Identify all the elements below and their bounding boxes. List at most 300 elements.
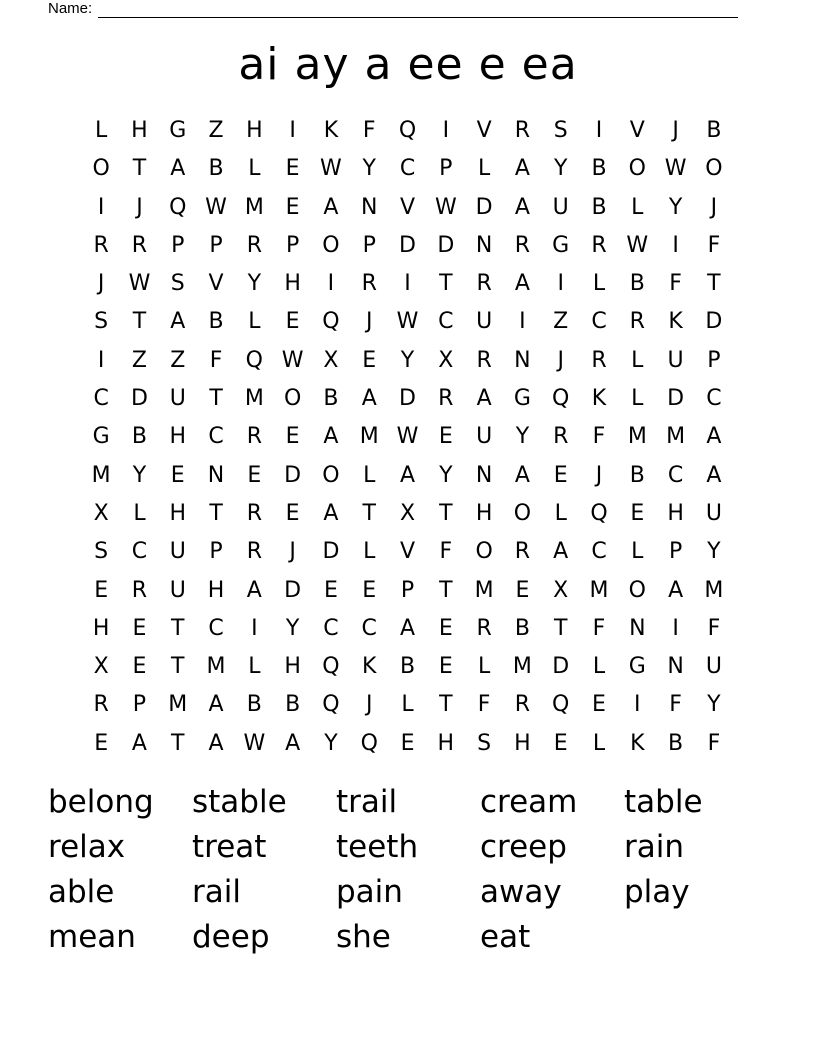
grid-letter: R (246, 424, 262, 450)
grid-letter: N (514, 347, 531, 373)
grid-letter: W (396, 424, 419, 450)
grid-letter: A (706, 462, 722, 488)
grid-letter: M (244, 194, 264, 220)
grid-letter: V (629, 118, 645, 143)
word-list-item: she (336, 919, 391, 955)
grid-letter: F (592, 615, 606, 641)
grid-letter: A (514, 156, 530, 182)
word-list-item: rail (192, 874, 241, 910)
grid-letter: K (668, 309, 683, 335)
grid-letter: I (251, 615, 258, 641)
grid-letter: N (207, 462, 225, 488)
grid-letter: H (667, 500, 684, 526)
grid-letter: X (553, 577, 569, 603)
grid-letter: Y (439, 462, 453, 488)
word-list-item: creep (480, 829, 567, 865)
word-list-item: able (48, 874, 115, 910)
grid-letter: S (170, 271, 185, 297)
grid-letter: O (705, 156, 723, 182)
grid-letter: B (208, 156, 224, 182)
grid-letter: T (439, 271, 453, 297)
grid-letter: J (557, 347, 564, 373)
grid-letter: N (360, 194, 378, 220)
grid-letter: E (323, 577, 338, 603)
word-list-item: table (624, 784, 703, 820)
grid-letter: F (592, 424, 606, 450)
grid-letter: K (362, 654, 377, 680)
grid-letter: E (132, 654, 147, 680)
name-label: Name: (48, 0, 93, 17)
name-underline[interactable] (98, 3, 738, 18)
grid-letter: P (400, 577, 415, 603)
word-list-item: belong (48, 784, 154, 820)
grid-letter: H (284, 654, 301, 680)
grid-letter: G (552, 232, 570, 258)
grid-letter: F (669, 271, 682, 297)
grid-letter: V (399, 194, 416, 220)
grid-letter: V (208, 271, 224, 297)
grid-letter: S (94, 309, 109, 335)
grid-letter: D (667, 386, 685, 412)
grid-letter: C (591, 309, 607, 335)
grid-letter: Y (247, 271, 262, 297)
grid-letter: U (667, 347, 684, 373)
grid-letter: L (401, 692, 414, 718)
grid-letter: J (365, 692, 373, 718)
grid-letter: U (169, 539, 186, 565)
word-list-item: eat (480, 919, 531, 955)
grid-letter: A (399, 462, 416, 488)
grid-letter: L (363, 539, 376, 565)
grid-letter: F (362, 118, 376, 143)
grid-letter: E (132, 615, 147, 641)
grid-letter: G (92, 424, 110, 450)
grid-letter: E (438, 654, 453, 680)
grid-letter: R (514, 118, 531, 143)
grid-letter: R (246, 232, 262, 258)
grid-letter: T (553, 615, 568, 641)
grid-letter: X (93, 654, 109, 680)
grid-letter: Y (132, 462, 147, 488)
grid-letter: C (667, 462, 684, 488)
grid-letter: M (666, 424, 686, 450)
letter-grid (82, 112, 733, 763)
grid-letter: X (93, 500, 109, 526)
grid-letter: G (628, 654, 646, 680)
word-list-item: cream (480, 784, 578, 820)
grid-letter: C (399, 156, 416, 182)
grid-letter: O (322, 462, 340, 488)
grid-letter: D (130, 386, 148, 412)
grid-letter: A (208, 692, 224, 718)
grid-letter: R (476, 271, 492, 297)
grid-letter: R (514, 539, 531, 565)
word-list-item: stable (192, 784, 287, 820)
page-title: ai ay a ee e ea (238, 39, 578, 90)
grid-letter: R (361, 271, 377, 297)
grid-letter: I (672, 232, 679, 258)
grid-letter: H (169, 424, 187, 450)
grid-letter: Q (398, 118, 417, 143)
grid-letter: J (672, 118, 679, 143)
grid-letter: Q (322, 309, 340, 335)
grid-letter: N (667, 654, 684, 680)
grid-letter: E (94, 577, 109, 603)
grid-letter: U (169, 386, 186, 412)
grid-letter: O (283, 386, 302, 412)
grid-letter: U (476, 424, 493, 450)
grid-letter: Q (360, 730, 378, 756)
grid-letter: Y (400, 347, 415, 373)
grid-letter: C (131, 539, 148, 565)
grid-letter: M (168, 692, 188, 718)
grid-letter: M (474, 577, 494, 603)
grid-letter: W (205, 194, 227, 220)
grid-letter: Q (552, 386, 570, 412)
grid-letter: A (323, 194, 339, 220)
grid-letter: Q (322, 692, 340, 718)
grid-letter: J (595, 462, 603, 488)
grid-letter: Q (245, 347, 263, 373)
grid-letter: A (323, 500, 339, 526)
grid-letter: A (514, 462, 530, 488)
grid-letter: B (399, 654, 416, 680)
grid-letter: A (668, 577, 684, 603)
grid-letter: C (208, 615, 224, 641)
grid-letter: D (552, 654, 570, 680)
grid-letter: K (591, 386, 607, 412)
grid-letter: I (672, 615, 679, 641)
grid-letter: L (592, 271, 606, 297)
grid-letter: D (284, 577, 302, 603)
grid-letter: E (285, 194, 300, 220)
grid-letter: I (97, 347, 105, 373)
grid-letter: I (442, 118, 450, 143)
grid-letter: T (132, 156, 147, 182)
grid-letter: P (285, 232, 300, 258)
grid-letter: I (519, 309, 526, 335)
grid-letter: L (631, 347, 644, 373)
grid-letter: G (169, 118, 187, 143)
grid-letter: M (91, 462, 111, 488)
grid-letter: T (439, 500, 453, 526)
grid-letter: T (209, 500, 223, 526)
grid-letter: W (396, 309, 419, 335)
grid-letter: U (705, 500, 722, 526)
grid-letter: L (95, 118, 108, 143)
grid-letter: R (93, 232, 109, 258)
grid-letter: B (591, 156, 607, 182)
grid-letter: A (706, 424, 722, 450)
grid-letter: O (628, 577, 646, 603)
grid-letter: E (553, 730, 568, 756)
grid-letter: E (438, 615, 453, 641)
grid-letter: P (439, 156, 453, 182)
grid-letter: H (475, 500, 493, 526)
word-list-item: away (480, 874, 562, 910)
grid-letter: A (170, 156, 186, 182)
grid-letter: A (476, 386, 492, 412)
grid-letter: D (322, 539, 340, 565)
grid-letter: D (475, 194, 493, 220)
grid-letter: M (589, 577, 609, 603)
grid-letter: E (285, 424, 300, 450)
grid-letter: R (591, 232, 607, 258)
grid-letter: T (171, 615, 185, 641)
grid-letter: R (476, 615, 492, 641)
grid-letter: A (246, 577, 262, 603)
grid-letter: U (705, 654, 722, 680)
grid-letter: E (285, 500, 300, 526)
grid-letter: R (246, 539, 262, 565)
grid-letter: D (437, 232, 455, 258)
grid-letter: P (209, 232, 223, 258)
grid-letter: U (552, 194, 569, 220)
word-list-item: teeth (336, 829, 419, 865)
grid-letter: Y (515, 424, 530, 450)
grid-letter: J (289, 539, 296, 565)
grid-letter: R (476, 347, 492, 373)
grid-letter: H (246, 118, 263, 143)
grid-letter: Q (552, 692, 570, 718)
grid-letter: E (438, 424, 453, 450)
grid-letter: E (362, 577, 377, 603)
grid-letter: O (475, 539, 493, 565)
grid-letter: S (94, 539, 109, 565)
grid-letter: D (284, 462, 302, 488)
grid-letter: R (438, 386, 454, 412)
grid-letter: L (248, 654, 261, 680)
grid-letter: I (404, 271, 411, 297)
grid-letter: L (554, 500, 567, 526)
grid-letter: L (592, 654, 606, 680)
grid-letter: C (361, 615, 377, 641)
grid-letter: B (629, 462, 645, 488)
grid-letter: W (243, 730, 266, 756)
grid-letter: Z (170, 347, 186, 373)
grid-letter: R (514, 232, 531, 258)
grid-letter: H (92, 615, 110, 641)
grid-letter: Q (590, 500, 608, 526)
grid-letter: M (359, 424, 379, 450)
grid-letter: T (132, 309, 147, 335)
grid-letter: H (207, 577, 225, 603)
grid-letter: B (131, 424, 147, 450)
grid-letter: N (475, 462, 493, 488)
grid-letter: L (631, 539, 644, 565)
grid-letter: A (285, 730, 301, 756)
grid-letter: I (557, 271, 564, 297)
grid-letter: K (630, 730, 645, 756)
grid-letter: P (171, 232, 185, 258)
grid-letter: E (515, 577, 530, 603)
grid-letter: S (477, 730, 492, 756)
grid-letter: O (322, 232, 340, 258)
grid-letter: W (320, 156, 342, 182)
grid-letter: H (437, 730, 455, 756)
grid-letter: Q (169, 194, 187, 220)
word-list-item: treat (192, 829, 267, 865)
grid-letter: W (128, 271, 151, 297)
grid-letter: C (208, 424, 224, 450)
grid-letter: T (707, 271, 721, 297)
word-list-item: deep (192, 919, 270, 955)
grid-letter: H (131, 118, 148, 143)
grid-letter: B (285, 692, 301, 718)
grid-letter: F (209, 347, 223, 373)
grid-letter: L (248, 156, 261, 182)
grid-letter: F (707, 615, 721, 641)
grid-letter: O (628, 156, 646, 182)
grid-letter: T (362, 500, 376, 526)
grid-letter: Y (362, 156, 376, 182)
grid-letter: X (323, 347, 339, 373)
grid-letter: L (477, 654, 491, 680)
grid-letter: E (592, 692, 606, 718)
grid-letter: H (284, 271, 301, 297)
grid-letter: T (171, 654, 185, 680)
word-list-item: relax (48, 829, 126, 865)
grid-letter: N (629, 615, 646, 641)
grid-letter: B (514, 615, 530, 641)
grid-letter: L (631, 194, 644, 220)
grid-letter: E (247, 462, 262, 488)
grid-letter: R (514, 692, 531, 718)
word-list-item: rain (624, 829, 685, 865)
grid-letter: Y (285, 615, 300, 641)
grid-letter: E (285, 156, 300, 182)
grid-letter: S (553, 118, 568, 143)
grid-letter: L (133, 500, 146, 526)
grid-letter: M (627, 424, 647, 450)
grid-letter: Y (553, 156, 568, 182)
grid-letter: I (327, 271, 335, 297)
grid-letter: K (323, 118, 339, 143)
grid-letter: V (476, 118, 492, 143)
grid-letter: F (669, 692, 682, 718)
grid-letter: R (131, 232, 148, 258)
grid-letter: J (365, 309, 373, 335)
grid-letter: V (399, 539, 416, 565)
grid-letter: J (710, 194, 718, 220)
grid-letter: B (246, 692, 262, 718)
grid-letter: B (629, 271, 645, 297)
grid-letter: Q (322, 654, 340, 680)
word-list-item: mean (48, 919, 136, 955)
grid-letter: H (514, 730, 531, 756)
grid-letter: Y (668, 194, 683, 220)
grid-letter: R (131, 577, 148, 603)
word-list-item: play (624, 874, 690, 910)
grid-letter: P (707, 347, 721, 373)
word-list-item: trail (336, 784, 398, 820)
grid-letter: E (400, 730, 415, 756)
grid-letter: R (246, 500, 262, 526)
grid-letter: L (363, 462, 376, 488)
grid-letter: A (208, 730, 224, 756)
grid-letter: L (592, 730, 606, 756)
grid-letter: L (248, 309, 261, 335)
grid-letter: X (438, 347, 454, 373)
grid-letter: B (208, 309, 224, 335)
grid-letter: G (513, 386, 531, 412)
grid-letter: J (136, 194, 143, 220)
grid-letter: N (475, 232, 493, 258)
grid-letter: T (439, 577, 453, 603)
grid-letter: T (439, 692, 453, 718)
grid-letter: P (362, 232, 376, 258)
grid-letter: T (171, 730, 185, 756)
grid-letter: F (439, 539, 453, 565)
grid-letter: X (399, 500, 416, 526)
grid-letter: A (514, 271, 530, 297)
grid-letter: B (706, 118, 722, 143)
grid-letter: A (399, 615, 416, 641)
grid-letter: M (512, 654, 532, 680)
grid-letter: Z (553, 309, 569, 335)
word-list (48, 780, 768, 960)
grid-letter: C (438, 309, 454, 335)
grid-letter: C (591, 539, 607, 565)
grid-letter: A (514, 194, 530, 220)
grid-letter: B (591, 194, 607, 220)
grid-letter: E (630, 500, 645, 526)
grid-letter: D (705, 309, 723, 335)
grid-letter: P (132, 692, 147, 718)
grid-letter: Y (324, 730, 338, 756)
grid-letter: C (93, 386, 109, 412)
grid-letter: D (399, 232, 416, 258)
grid-letter: C (706, 386, 722, 412)
grid-letter: D (399, 386, 416, 412)
grid-letter: O (513, 500, 532, 526)
grid-letter: Z (208, 118, 224, 143)
grid-letter: A (361, 386, 377, 412)
grid-letter: W (626, 232, 649, 258)
grid-letter: Z (131, 347, 147, 373)
grid-letter: U (169, 577, 186, 603)
grid-letter: U (476, 309, 493, 335)
grid-letter: M (244, 386, 264, 412)
grid-letter: I (634, 692, 641, 718)
grid-letter: M (704, 577, 724, 603)
grid-letter: H (169, 500, 187, 526)
grid-letter: E (362, 347, 377, 373)
grid-letter: A (323, 424, 339, 450)
grid-letter: E (170, 462, 185, 488)
name-field[interactable] (48, 0, 738, 18)
grid-letter: T (209, 386, 223, 412)
grid-letter: R (553, 424, 569, 450)
grid-letter: F (707, 730, 721, 756)
grid-letter: E (553, 462, 568, 488)
grid-letter: F (707, 232, 721, 258)
grid-letter: R (629, 309, 645, 335)
grid-letter: P (668, 539, 683, 565)
grid-letter: Y (707, 539, 721, 565)
grid-letter: R (93, 692, 109, 718)
grid-letter: O (92, 156, 110, 182)
grid-letter: A (131, 730, 147, 756)
word-list-item: pain (336, 874, 403, 910)
grid-letter: F (477, 692, 491, 718)
grid-letter: W (281, 347, 304, 373)
grid-letter: W (434, 194, 457, 220)
grid-letter: M (206, 654, 226, 680)
grid-letter: A (553, 539, 569, 565)
grid-letter: R (591, 347, 607, 373)
grid-letter: E (285, 309, 300, 335)
